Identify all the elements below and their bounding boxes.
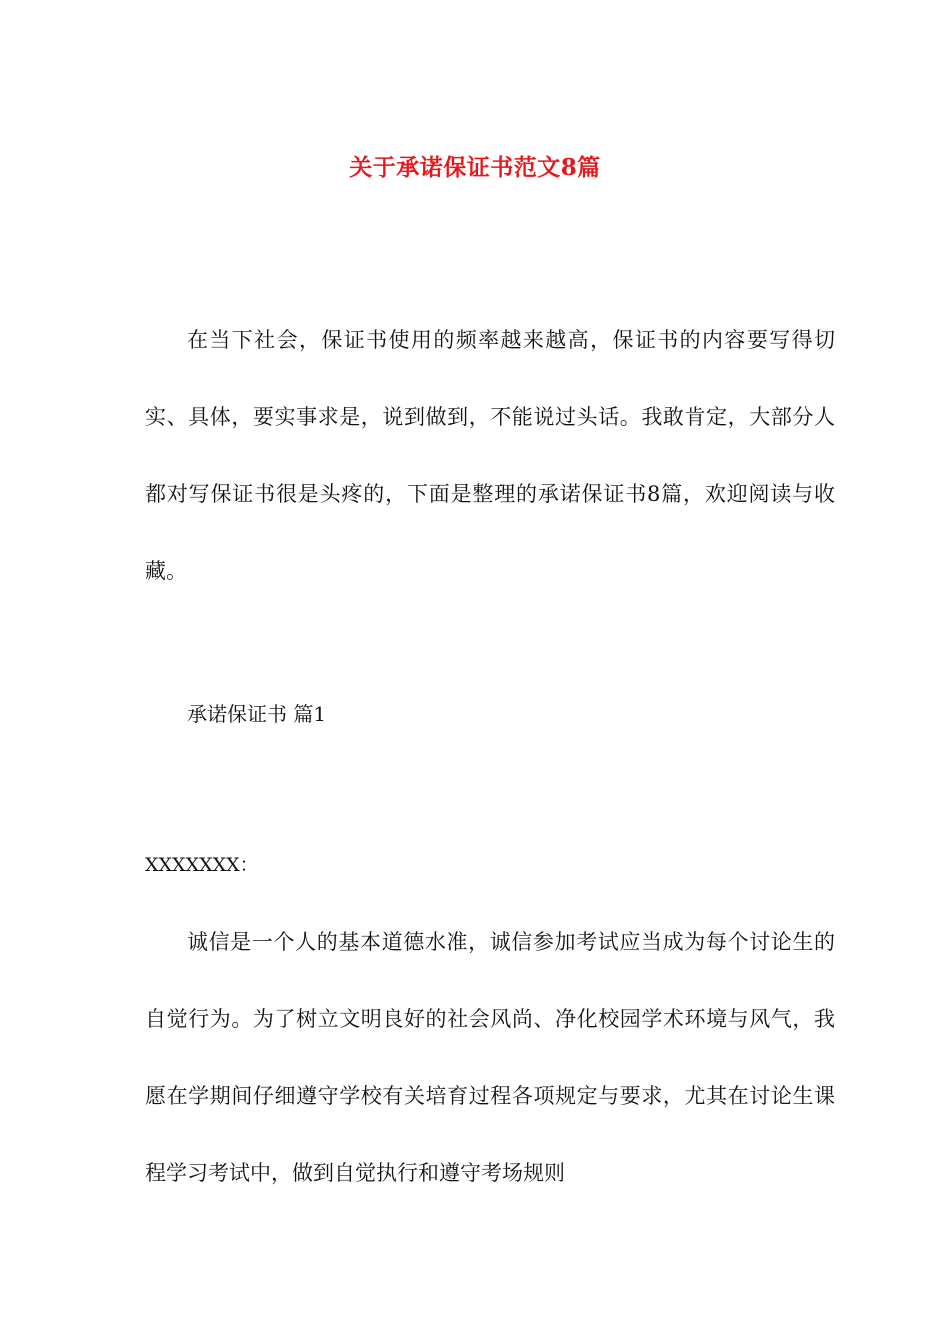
body-paragraph: 诚信是一个人的基本道德水准，诚信参加考试应当成为每个讨论生的自觉行为。为了树立文明良好的社会风尚、净化校园学术环境与风气，我愿在学期间仔细遵守学校有关培育过程各项规定与要求，尤其在讨论生课程学习考试中，做到自觉执行和遵守考场规则 xyxy=(145,930,835,1185)
document-title: 关于承诺保证书范文8篇 xyxy=(349,154,601,182)
intro-paragraph: 在当下社会，保证书使用的频率越来越高，保证书的内容要写得切实、具体，要实事求是，说到做到，不能说过头话。我敢肯定，大部分人都对写保证书很是头疼的，下面是整理的承诺保证书8篇，欢迎阅读与收藏。 xyxy=(145,328,835,583)
section-heading: 承诺保证书 篇1 xyxy=(187,702,327,726)
salutation: XXXXXXX： xyxy=(145,854,259,876)
